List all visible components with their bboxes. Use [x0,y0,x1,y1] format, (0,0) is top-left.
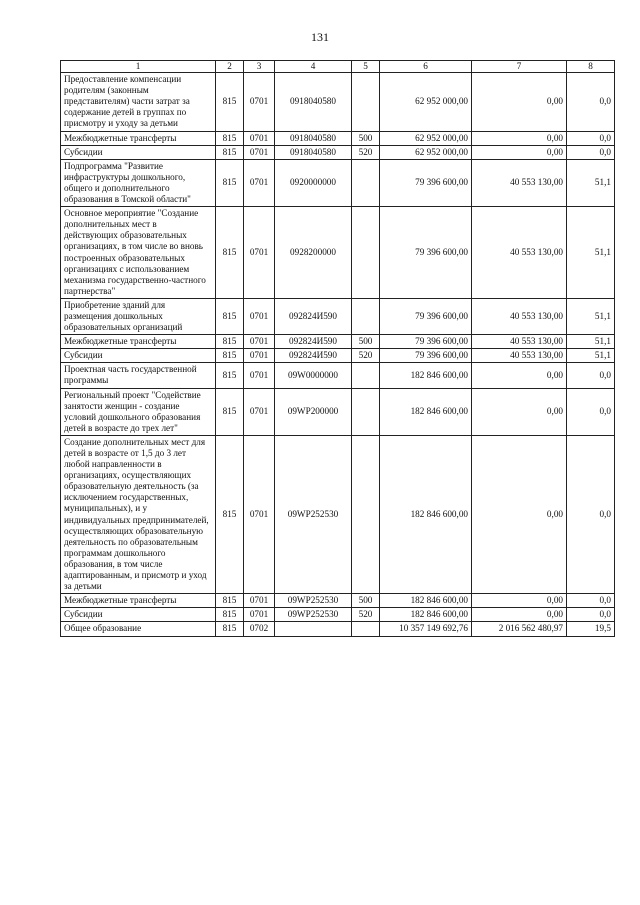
header-cell: 6 [380,61,472,73]
row-percent: 51,1 [567,159,615,206]
row-expense-type: 500 [352,594,380,608]
row-ministry-code: 815 [216,73,244,131]
row-percent: 0,0 [567,435,615,593]
row-actual-amount: 40 553 130,00 [472,298,567,334]
row-percent: 51,1 [567,207,615,299]
row-ministry-code: 815 [216,145,244,159]
table-row [61,435,615,593]
row-expense-type: 500 [352,131,380,145]
header-cell: 7 [472,61,567,73]
row-percent: 51,1 [567,298,615,334]
table-row [61,335,615,349]
header-row [61,61,615,73]
row-name: Общее образование [61,622,216,636]
row-target-code: 0918040580 [275,73,352,131]
row-plan-amount: 182 846 600,00 [380,363,472,388]
row-target-code: 09WP252530 [275,594,352,608]
row-actual-amount: 0,00 [472,73,567,131]
row-name: Межбюджетные трансферты [61,131,216,145]
row-plan-amount: 62 952 000,00 [380,73,472,131]
row-percent: 0,0 [567,131,615,145]
row-section-code: 0701 [244,207,275,299]
table-row [61,622,615,636]
row-target-code: 092824И590 [275,298,352,334]
row-actual-amount: 0,00 [472,608,567,622]
row-section-code: 0701 [244,388,275,435]
row-expense-type [352,363,380,388]
row-section-code: 0701 [244,435,275,593]
row-section-code: 0702 [244,622,275,636]
row-section-code: 0701 [244,363,275,388]
row-target-code [275,622,352,636]
row-target-code: 0918040580 [275,145,352,159]
row-percent: 0,0 [567,73,615,131]
row-percent: 51,1 [567,349,615,363]
table-row [61,207,615,299]
row-section-code: 0701 [244,159,275,206]
row-section-code: 0701 [244,335,275,349]
row-name: Субсидии [61,145,216,159]
row-name: Субсидии [61,349,216,363]
row-plan-amount: 182 846 600,00 [380,608,472,622]
table-row [61,159,615,206]
table-row [61,594,615,608]
row-ministry-code: 815 [216,594,244,608]
header-cell: 1 [61,61,216,73]
row-name: Подпрограмма "Развитие инфраструктуры дошкольного, общего и дополнительного образования в Томской области" [61,159,216,206]
row-section-code: 0701 [244,145,275,159]
table-row [61,131,615,145]
row-expense-type [352,159,380,206]
row-ministry-code: 815 [216,207,244,299]
row-plan-amount: 79 396 600,00 [380,207,472,299]
table-row [61,388,615,435]
row-expense-type: 520 [352,349,380,363]
row-target-code: 0928200000 [275,207,352,299]
row-plan-amount: 79 396 600,00 [380,159,472,206]
row-expense-type: 520 [352,608,380,622]
row-percent: 19,5 [567,622,615,636]
row-section-code: 0701 [244,608,275,622]
row-ministry-code: 815 [216,159,244,206]
row-expense-type [352,435,380,593]
row-actual-amount: 0,00 [472,363,567,388]
row-target-code: 09W0000000 [275,363,352,388]
row-expense-type [352,207,380,299]
row-actual-amount: 40 553 130,00 [472,159,567,206]
row-percent: 0,0 [567,363,615,388]
header-cell: 4 [275,61,352,73]
row-expense-type [352,298,380,334]
header-cell: 5 [352,61,380,73]
row-name: Создание дополнительных мест для детей в возрасте от 1,5 до 3 лет любой направленности в организациях, осуществляющих образовательную деятельность (за исключением государственных, муниципальных), и у индивидуальных предпринимателей, осуществляющих образовательную деятельность по образовательным программам дошкольного образования, в том числе адаптированным, и присмотр и уход за детьми [61,435,216,593]
row-plan-amount: 79 396 600,00 [380,349,472,363]
row-target-code: 092824И590 [275,335,352,349]
row-ministry-code: 815 [216,335,244,349]
row-target-code: 09WP200000 [275,388,352,435]
row-target-code: 09WP252530 [275,435,352,593]
row-percent: 0,0 [567,608,615,622]
row-percent: 0,0 [567,145,615,159]
row-plan-amount: 79 396 600,00 [380,298,472,334]
header-cell: 3 [244,61,275,73]
row-expense-type [352,73,380,131]
row-plan-amount: 182 846 600,00 [380,435,472,593]
page-number: 131 [311,30,329,44]
row-name: Предоставление компенсации родителям (законным представителям) части затрат за содержание детей в группах по присмотру и уходу за детьми [61,73,216,131]
row-plan-amount: 182 846 600,00 [380,594,472,608]
row-name: Субсидии [61,608,216,622]
row-actual-amount: 0,00 [472,594,567,608]
row-ministry-code: 815 [216,622,244,636]
row-plan-amount: 10 357 149 692,76 [380,622,472,636]
row-target-code: 09WP252530 [275,608,352,622]
row-actual-amount: 40 553 130,00 [472,335,567,349]
row-name: Межбюджетные трансферты [61,335,216,349]
row-expense-type: 500 [352,335,380,349]
row-section-code: 0701 [244,349,275,363]
row-actual-amount: 0,00 [472,131,567,145]
row-section-code: 0701 [244,73,275,131]
row-section-code: 0701 [244,131,275,145]
row-expense-type: 520 [352,145,380,159]
table-row [61,73,615,131]
row-expense-type [352,622,380,636]
row-ministry-code: 815 [216,608,244,622]
row-name: Приобретение зданий для размещения дошкольных образовательных организаций [61,298,216,334]
row-plan-amount: 62 952 000,00 [380,145,472,159]
row-percent: 51,1 [567,335,615,349]
row-actual-amount: 40 553 130,00 [472,207,567,299]
table-row [61,363,615,388]
row-actual-amount: 0,00 [472,145,567,159]
row-percent: 0,0 [567,594,615,608]
row-percent: 0,0 [567,388,615,435]
row-target-code: 0918040580 [275,131,352,145]
row-ministry-code: 815 [216,435,244,593]
budget-table [60,60,615,637]
row-plan-amount: 62 952 000,00 [380,131,472,145]
row-section-code: 0701 [244,298,275,334]
header-cell: 8 [567,61,615,73]
row-name: Проектная часть государственной программы [61,363,216,388]
table-row [61,608,615,622]
row-actual-amount: 2 016 562 480,97 [472,622,567,636]
row-target-code: 0920000000 [275,159,352,206]
table-row [61,349,615,363]
row-ministry-code: 815 [216,349,244,363]
table-row [61,298,615,334]
row-ministry-code: 815 [216,363,244,388]
row-expense-type [352,388,380,435]
row-name: Региональный проект "Содействие занятости женщин - создание условий дошкольного образования детей в возрасте до трех лет" [61,388,216,435]
row-name: Основное мероприятие "Создание дополнительных мест в действующих образовательных организациях, в том числе во вновь построенных образовательных организациях с использованием механизма государственно-частного партнерства" [61,207,216,299]
row-ministry-code: 815 [216,298,244,334]
row-plan-amount: 79 396 600,00 [380,335,472,349]
row-plan-amount: 182 846 600,00 [380,388,472,435]
row-target-code: 092824И590 [275,349,352,363]
row-section-code: 0701 [244,594,275,608]
row-actual-amount: 40 553 130,00 [472,349,567,363]
table-row [61,145,615,159]
row-ministry-code: 815 [216,131,244,145]
row-ministry-code: 815 [216,388,244,435]
header-cell: 2 [216,61,244,73]
row-actual-amount: 0,00 [472,435,567,593]
row-actual-amount: 0,00 [472,388,567,435]
row-name: Межбюджетные трансферты [61,594,216,608]
